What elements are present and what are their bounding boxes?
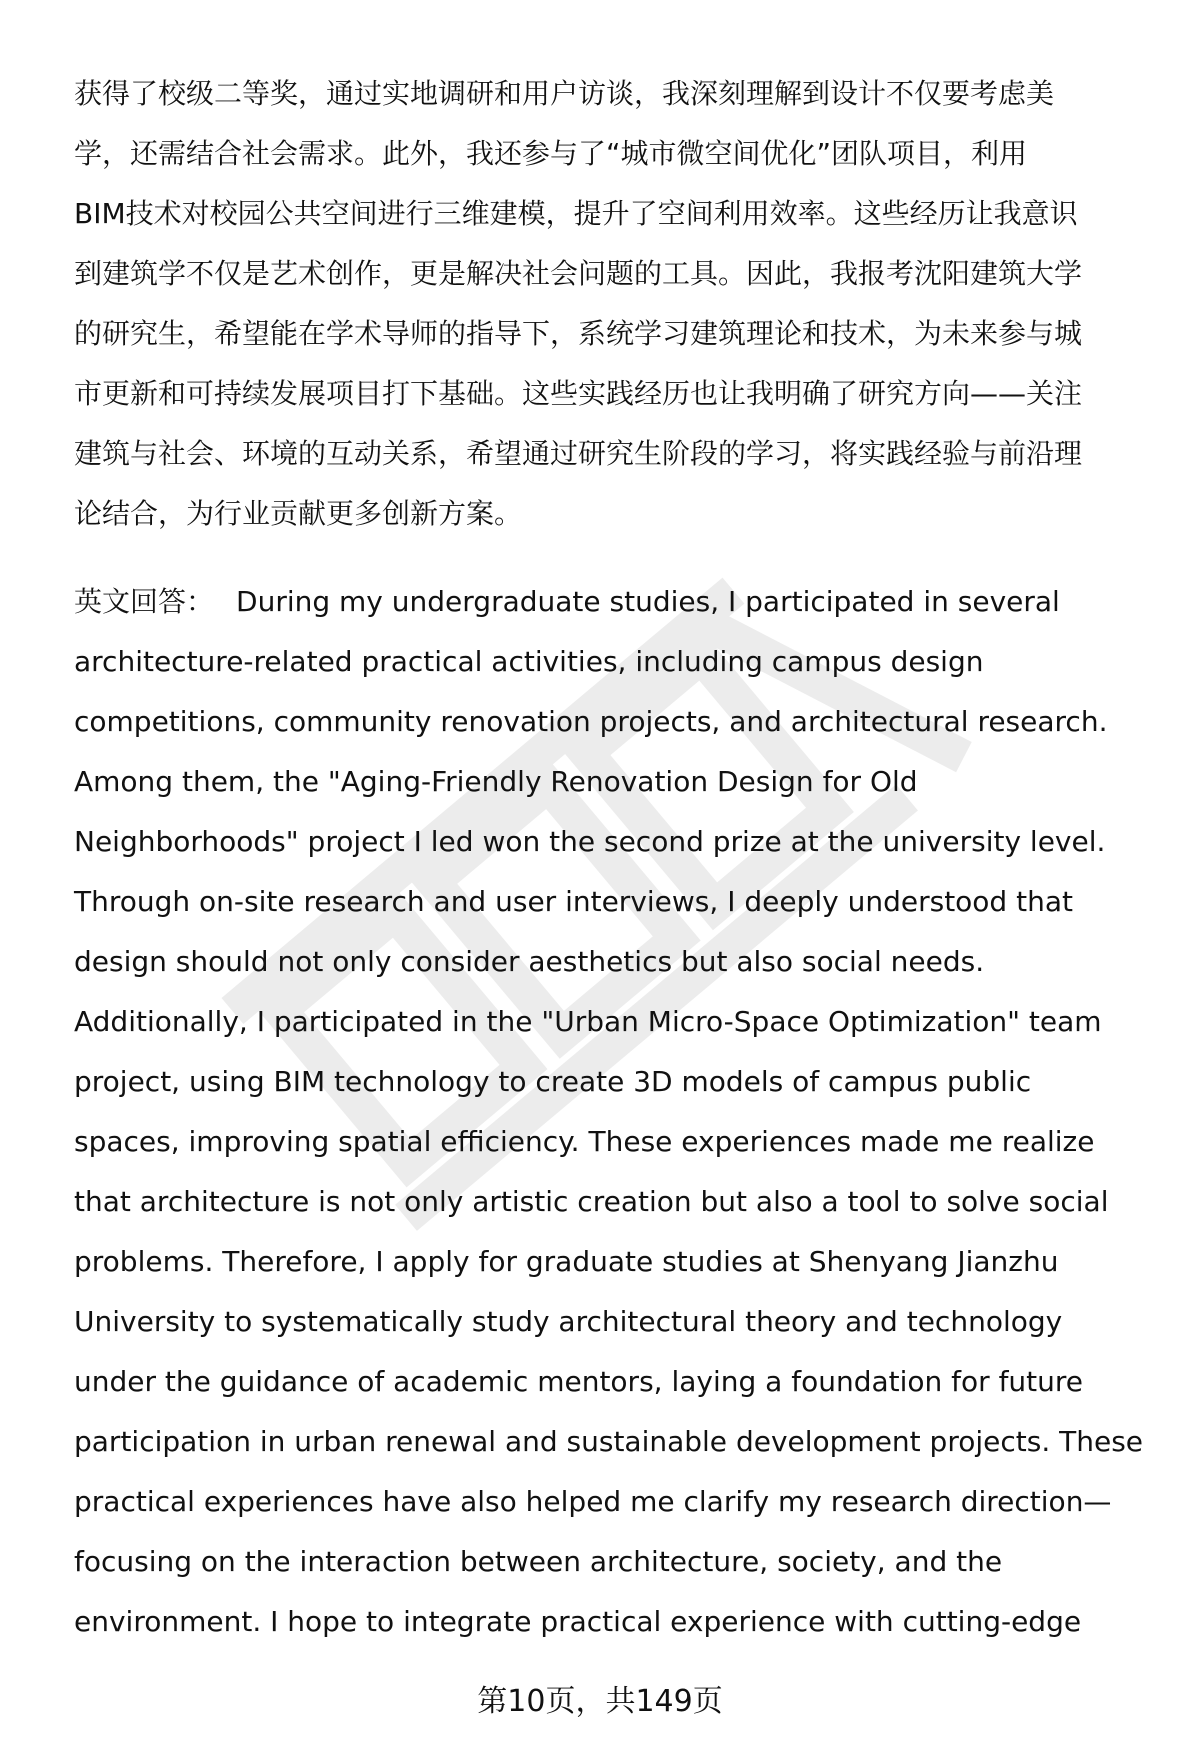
english-text-line: spaces, improving spatial efficiency. These experiences made me realize bbox=[74, 1125, 1095, 1158]
page-number: 第10页，共149页 bbox=[477, 1684, 723, 1719]
english-first-line bbox=[74, 572, 1154, 632]
english-text-line: architecture-related practical activities, including campus design bbox=[74, 645, 984, 678]
chinese-text-line: 学，还需结合社会需求。此外，我还参与了“城市微空间优化”团队项目，利用 bbox=[74, 137, 1028, 170]
chinese-text-line: BIM技术对校园公共空间进行三维建模，提升了空间利用效率。这些经历让我意识 bbox=[74, 197, 1078, 230]
english-first-line-text: During my undergraduate studies, I participated in several bbox=[236, 585, 1060, 618]
english-text-line: Neighborhoods" project I led won the second prize at the university level. bbox=[74, 825, 1106, 858]
english-text-line: design should not only consider aesthetics but also social needs. bbox=[74, 945, 985, 978]
english-text-line: focusing on the interaction between architecture, society, and the bbox=[74, 1545, 1003, 1578]
english-text-line: participation in urban renewal and sustainable development projects. These bbox=[74, 1425, 1144, 1458]
english-text-line: Additionally, I participated in the "Urban Micro-Space Optimization" team bbox=[74, 1005, 1102, 1038]
english-answer-label: 英文回答： bbox=[74, 585, 215, 618]
english-text-line: project, using BIM technology to create 3D models of campus public bbox=[74, 1065, 1032, 1098]
english-text-line: Through on-site research and user interviews, I deeply understood that bbox=[74, 885, 1073, 918]
english-text-line: that architecture is not only artistic creation but also a tool to solve social bbox=[74, 1185, 1109, 1218]
paragraph-gap bbox=[74, 544, 1154, 572]
chinese-text-line: 市更新和可持续发展项目打下基础。这些实践经历也让我明确了研究方向——关注 bbox=[74, 377, 1083, 410]
chinese-paragraph bbox=[74, 64, 1154, 544]
chinese-text-line: 建筑与社会、环境的互动关系，希望通过研究生阶段的学习，将实践经验与前沿理 bbox=[74, 437, 1083, 470]
english-text-line: under the guidance of academic mentors, laying a foundation for future bbox=[74, 1365, 1084, 1398]
english-paragraph bbox=[74, 572, 1154, 1652]
english-text-line: competitions, community renovation projects, and architectural research. bbox=[74, 705, 1108, 738]
english-text-line: practical experiences have also helped me clarify my research direction— bbox=[74, 1485, 1112, 1518]
chinese-text-line: 的研究生，希望能在学术导师的指导下，系统学习建筑理论和技术，为未来参与城 bbox=[74, 317, 1083, 350]
english-text-line: University to systematically study architectural theory and technology bbox=[74, 1305, 1063, 1338]
english-text-line: Among them, the "Aging-Friendly Renovation Design for Old bbox=[74, 765, 918, 798]
english-text-line: problems. Therefore, I apply for graduate studies at Shenyang Jianzhu bbox=[74, 1245, 1059, 1278]
english-text-line: environment. I hope to integrate practical experience with cutting-edge bbox=[74, 1605, 1082, 1638]
chinese-text-line: 论结合，为行业贡献更多创新方案。 bbox=[74, 497, 523, 530]
main-text bbox=[74, 64, 1154, 1652]
chinese-text-line: 到建筑学不仅是艺术创作，更是解决社会问题的工具。因此，我报考沈阳建筑大学 bbox=[74, 257, 1083, 290]
chinese-text-line: 获得了校级二等奖，通过实地调研和用户访谈，我深刻理解到设计不仅要考虑美 bbox=[74, 77, 1055, 110]
